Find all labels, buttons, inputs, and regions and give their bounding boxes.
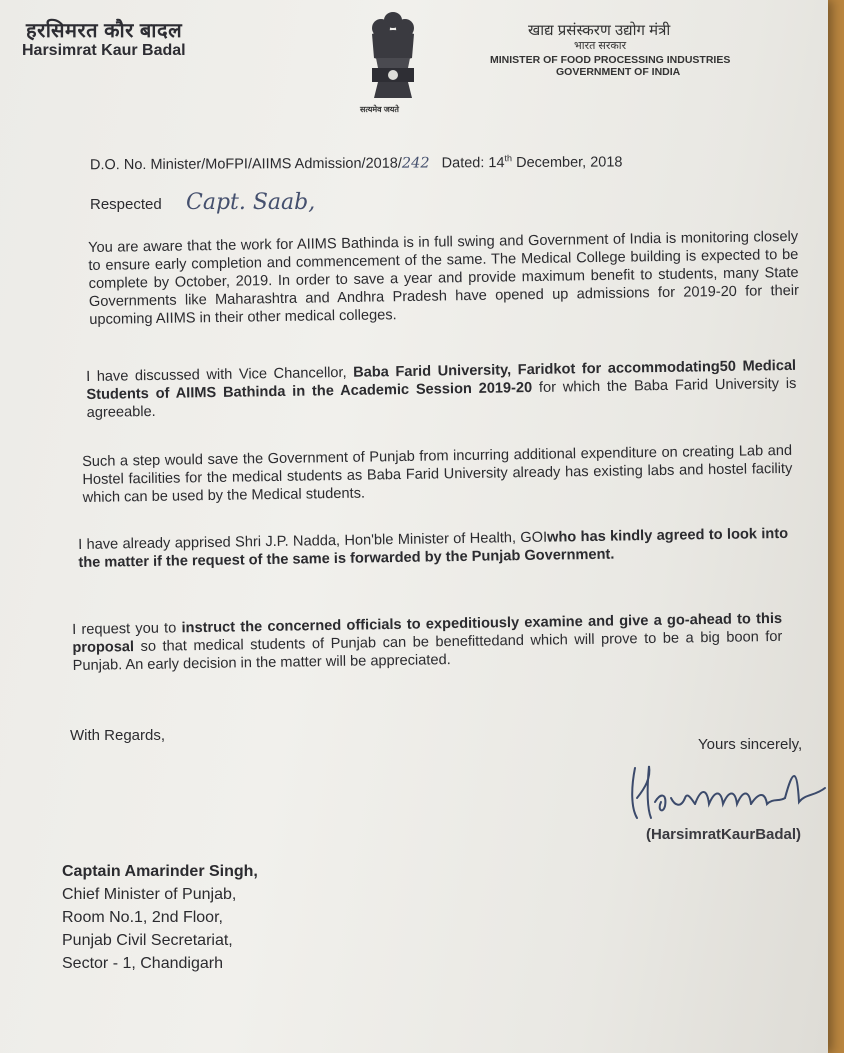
government-english: GOVERNMENT OF INDIA	[556, 66, 681, 78]
do-number-handwritten: 242	[401, 155, 430, 172]
salutation: Respected	[90, 196, 162, 213]
recipient-line-2: Room No.1, 2nd Floor,	[62, 909, 223, 926]
sender-name-english: Harsimrat Kaur Badal	[22, 42, 186, 59]
paragraph-5-bold: instruct the concerned officials to expeditiously examine and give a go-ahead to this proposal	[72, 610, 783, 656]
signature-icon	[625, 758, 828, 828]
recipient-name: Captain Amarinder Singh,	[62, 863, 258, 880]
emblem-motto: सत्यमेव जयते	[360, 105, 399, 114]
paragraph-2-bold: Baba Farid University, Faridkot for accommodating50 Medical Students of AIIMS Bathinda in the Academic Session 2019-20	[86, 357, 797, 403]
recipient-line-1: Chief Minister of Punjab,	[62, 886, 237, 903]
paragraph-5	[72, 610, 783, 675]
minister-title-hindi: खाद्य प्रसंस्करण उद्योग मंत्री	[528, 22, 671, 39]
recipient-line-4: Sector - 1, Chandigarh	[62, 955, 223, 972]
date-superscript: th	[504, 153, 513, 164]
paragraph-2-end: for which the Baba Farid University is agreeable.	[86, 375, 797, 421]
recipient-address	[62, 860, 258, 975]
paragraph-4-text: I have already apprised Shri J.P. Nadda, Hon'ble Minister of Health, GOI	[78, 529, 548, 553]
date-prefix: Dated: 14	[441, 155, 505, 172]
government-hindi: भारत सरकार	[574, 40, 627, 52]
paragraph-4	[78, 525, 788, 572]
paragraph-4-bold: who has kindly agreed to look into the matter if the request of the same is forwarded by the Punjab Government.	[78, 525, 789, 571]
salutation-handwritten: Capt. Saab,	[186, 190, 316, 215]
minister-title-english: MINISTER OF FOOD PROCESSING INDUSTRIES	[490, 54, 731, 66]
reference-line	[90, 153, 623, 174]
date-suffix: December, 2018	[512, 154, 623, 172]
with-regards: With Regards,	[70, 727, 166, 744]
yours-sincerely: Yours sincerely,	[698, 736, 803, 753]
do-number-prefix: D.O. No. Minister/MoFPI/AIIMS Admission/2018/	[89, 155, 402, 174]
sender-name-hindi: हरसिमरत कौर बादल	[26, 20, 183, 42]
paragraph-2	[86, 357, 797, 422]
paragraph-5-end: so that medical students of Punjab can be benefittedand which will prove to be a big boon for Punjab. An early decision in the matter will be appreciated.	[72, 628, 783, 674]
paragraph-2-text: I have discussed with Vice Chancellor,	[86, 364, 354, 385]
paragraph-1: You are aware that the work for AIIMS Bathinda is in full swing and Government of India is monitoring closely to ensure early completion and commencement of the same. The Medical College building is expected to be complete by October, 2019. In order to save a year and provide maximum benefit to students, many State Governments like Maharashtra and Andhra Pradesh have opened up admissions for 2019-20 for their upcoming AIIMS in their other medical colleges.	[88, 228, 800, 328]
paragraph-3: Such a step would save the Government of Punjab from incurring additional expenditure on creating Lab and Hostel facilities for the medical students as Baba Farid University already has existing labs and hostel facility which can be used by the Medical students.	[82, 442, 793, 506]
recipient-line-3: Punjab Civil Secretariat,	[62, 932, 233, 949]
national-emblem-icon	[348, 6, 438, 116]
signatory-name: (HarsimratKaurBadal)	[646, 826, 802, 843]
paragraph-5-text: I request you to	[72, 620, 182, 638]
